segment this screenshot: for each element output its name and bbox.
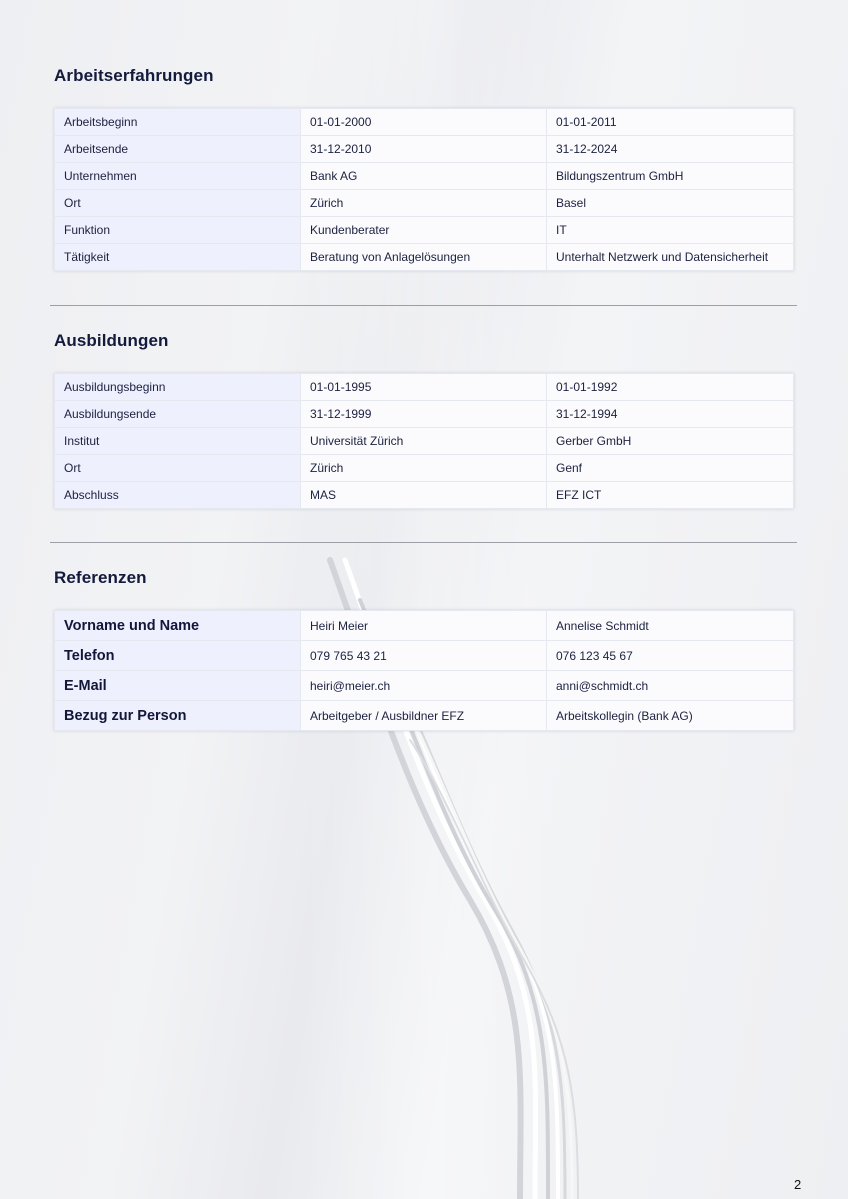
row-value-second: Annelise Schmidt [547, 611, 794, 641]
row-label: Ausbildungsende [55, 401, 301, 428]
row-label: Tätigkeit [55, 244, 301, 271]
row-value-first: heiri@meier.ch [301, 671, 547, 701]
row-value-second: Unterhalt Netzwerk und Datensicherheit [547, 244, 794, 271]
row-label: Arbeitsbeginn [55, 109, 301, 136]
row-value-second: Basel [547, 190, 794, 217]
row-value-first: Zürich [301, 190, 547, 217]
row-value-second: 076 123 45 67 [547, 641, 794, 671]
table-row [55, 163, 794, 190]
section-title-references: Referenzen [54, 568, 147, 587]
row-value-second: anni@schmidt.ch [547, 671, 794, 701]
row-value-second: EFZ ICT [547, 482, 794, 509]
row-label: Telefon [55, 641, 301, 671]
table-row [55, 611, 794, 641]
row-label: Vorname und Name [55, 611, 301, 641]
table-row [55, 455, 794, 482]
row-label: Arbeitsende [55, 136, 301, 163]
section-title-education: Ausbildungen [54, 331, 169, 350]
section-title-experience: Arbeitserfahrungen [54, 66, 214, 85]
table-row [55, 482, 794, 509]
table-row [55, 374, 794, 401]
row-value-first: 31-12-1999 [301, 401, 547, 428]
row-value-first: Arbeitgeber / Ausbildner EFZ [301, 701, 547, 731]
row-value-second: 31-12-1994 [547, 401, 794, 428]
row-value-first: 079 765 43 21 [301, 641, 547, 671]
section-divider [50, 305, 797, 306]
row-value-first: 01-01-1995 [301, 374, 547, 401]
table-row [55, 671, 794, 701]
page-number: 2 [794, 1177, 802, 1192]
row-label: Bezug zur Person [55, 701, 301, 731]
row-value-second: Arbeitskollegin (Bank AG) [547, 701, 794, 731]
row-value-second: Genf [547, 455, 794, 482]
row-label: E-Mail [55, 671, 301, 701]
experience-table [54, 108, 794, 271]
table-row [55, 109, 794, 136]
row-value-first: Beratung von Anlagelösungen [301, 244, 547, 271]
row-value-second: 01-01-1992 [547, 374, 794, 401]
table-row [55, 701, 794, 731]
education-table [54, 373, 794, 509]
row-label: Funktion [55, 217, 301, 244]
row-label: Abschluss [55, 482, 301, 509]
table-row [55, 190, 794, 217]
table-row [55, 401, 794, 428]
table-row [55, 428, 794, 455]
row-label: Institut [55, 428, 301, 455]
row-value-first: Bank AG [301, 163, 547, 190]
row-value-first: 01-01-2000 [301, 109, 547, 136]
row-label: Unternehmen [55, 163, 301, 190]
row-value-second: Gerber GmbH [547, 428, 794, 455]
table-row [55, 217, 794, 244]
row-value-second: Bildungszentrum GmbH [547, 163, 794, 190]
row-value-first: 31-12-2010 [301, 136, 547, 163]
row-value-first: Kundenberater [301, 217, 547, 244]
table-row [55, 244, 794, 271]
row-value-second: IT [547, 217, 794, 244]
row-value-first: MAS [301, 482, 547, 509]
row-label: Ort [55, 455, 301, 482]
row-value-first: Zürich [301, 455, 547, 482]
row-value-second: 31-12-2024 [547, 136, 794, 163]
row-label: Ort [55, 190, 301, 217]
row-value-first: Heiri Meier [301, 611, 547, 641]
row-value-first: Universität Zürich [301, 428, 547, 455]
row-label: Ausbildungsbeginn [55, 374, 301, 401]
row-value-second: 01-01-2011 [547, 109, 794, 136]
references-table [54, 610, 794, 731]
section-divider [50, 542, 797, 543]
table-row [55, 136, 794, 163]
table-row [55, 641, 794, 671]
